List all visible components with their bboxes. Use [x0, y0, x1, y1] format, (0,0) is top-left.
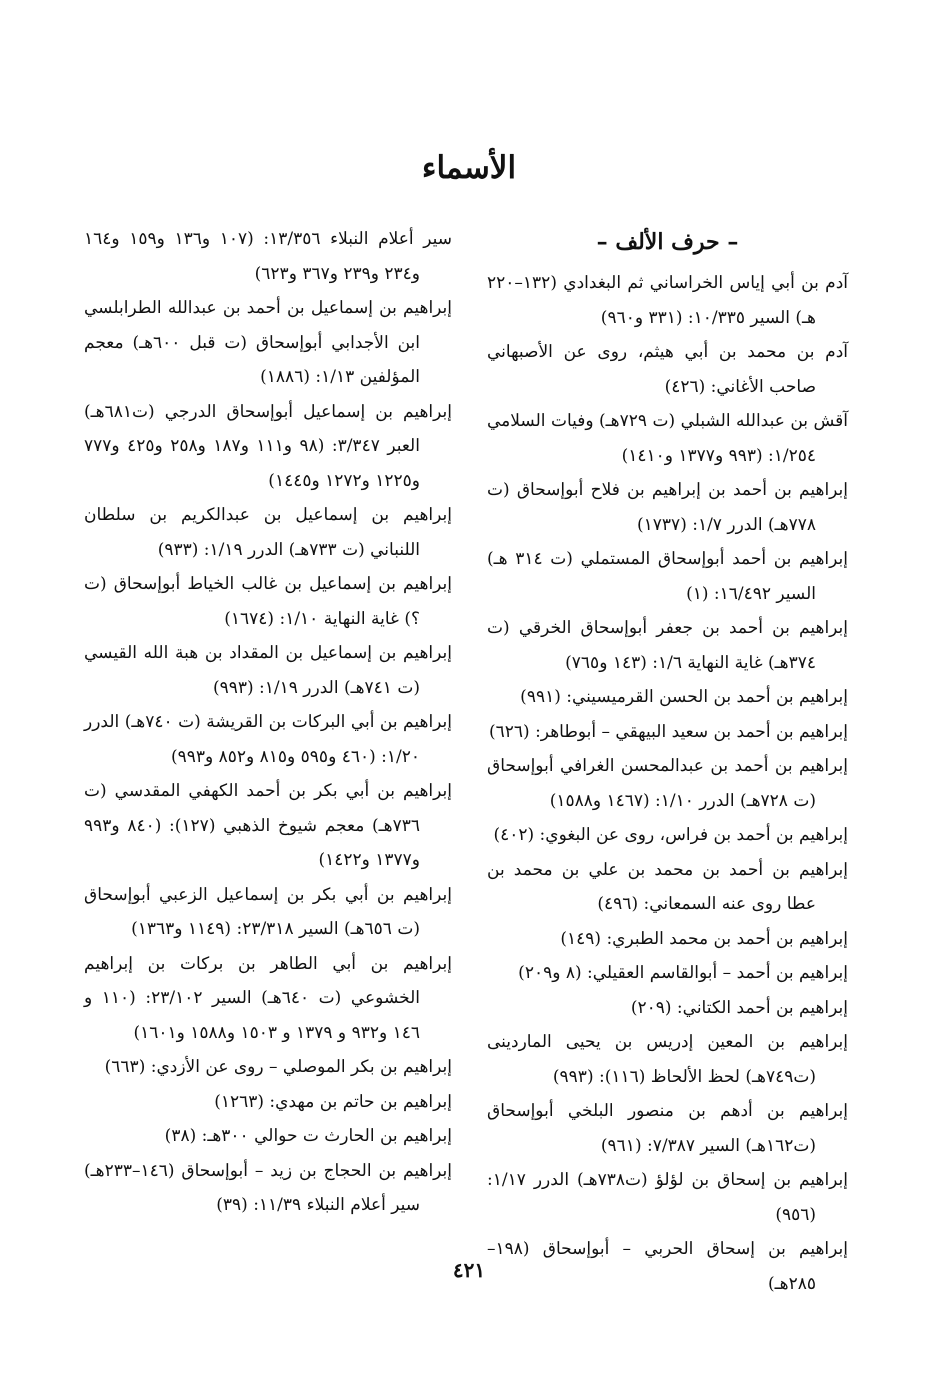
index-entry: إبراهيم بن أحمد بن محمد الطبري: (١٤٩): [560, 928, 848, 949]
index-entry: إبراهيم بن إسماعيل بن أحمد بن عبدالله الطرابلسي ابن الأجدابي أبوإسحاق (ت قبل ٦٠٠هـ) معجم المؤلفين ١/١٣: (١٨٨٦): [84, 298, 452, 387]
index-entry: إبراهيم بن أبي البركات بن القريشة (ت ٧٤٠هـ) الدرر ١/٢٠: (٤٦٠ و٥٩٥ و٨١٥ و٨٥٢ و٩٩٣): [84, 712, 452, 767]
index-column-right: [487, 222, 848, 1301]
index-entry: إبراهيم بن حاتم بن مهدي: (١٢٦٣): [214, 1091, 452, 1112]
page-number: ٤٢١: [452, 1258, 486, 1282]
page-title: الأسماء: [421, 150, 517, 186]
index-entry: إبراهيم بن أحمد أبوإسحاق المستملي (ت ٣١٤ هـ) السير ١٦/٤٩٢: (١): [487, 549, 848, 604]
index-entry: إبراهيم بن أحمد بن الحسن القرميسيني: (٩٩١): [520, 687, 848, 707]
index-entry: آدم بن أبي إياس الخراساني ثم البغدادي (١٣٢–٢٢٠ هـ) السير ١٠/٣٣٥: (٣٣١ و٩٦٠): [487, 273, 848, 328]
index-entry: إبراهيم بن إسماعيل بن غالب الخياط أبوإسحاق (ت ؟) غاية النهاية ١/١٠: (١٦٧٤): [84, 574, 452, 629]
index-entry: إبراهيم بن إسحاق بن لؤلؤ (ت٧٣٨هـ) الدرر ١/١٧: (٩٥٦): [487, 1170, 848, 1225]
index-entry: إبراهيم بن إسماعيل أبوإسحاق الدرجي (ت٦٨١هـ) العبر ٣/٣٤٧: (٩٨ و١١١ و١٨٧ و٢٥٨ و٤٢٥ و٧٧٧ و١٢٢٥ و١٢٧٢ و١٤٤٥): [84, 401, 452, 491]
index-entry: إبراهيم بن بكر الموصلي – روى عن الأزدي: (٦٦٣): [104, 1057, 452, 1077]
index-entry: إبراهيم بن أبي الطاهر بن بركات بن إبراهيم الخشوعي (ت ٦٤٠هـ) السير ٢٣/١٠٢: (١١٠ و ١٤٦ و٩٣٢ و ١٣٧٩ و ١٥٠٣ و١٥٨٨ و١٦٠١): [84, 953, 452, 1043]
index-column-left: [84, 222, 452, 1223]
index-entry: إبراهيم بن الحجاج بن زيد – أبوإسحاق (١٤٦–٢٣٣هـ) سير أعلام النبلاء ١١/٣٩: (٣٩): [84, 1160, 452, 1215]
index-entry: إبراهيم بن المعين إدريس بن يحيى الماردينى (ت٧٤٩هـ) لحظ الألحاظ (١١٦): (٩٩٣): [487, 1032, 848, 1087]
index-entry: آدم بن محمد بن أبي هيثم، روى عن الأصبهاني صاحب الأغاني: (٤٢٦): [487, 342, 848, 397]
index-entry: إبراهيم بن أحمد بن إبراهيم بن فلاح أبوإسحاق (ت ٧٧٨هـ) الدرر ١/٧: (١٧٣٧): [487, 480, 848, 535]
index-entry: إبراهيم بن أحمد بن محمد بن علي بن محمد بن عطا روى عنه السمعاني: (٤٩٦): [487, 859, 848, 914]
index-entry: إبراهيم بن إسحاق الحربي – أبوإسحاق (١٩٨–٢٨٥هـ): [487, 1239, 848, 1294]
index-entry: إبراهيم بن إسماعيل بن عبدالكريم بن سلطان اللنباني (ت ٧٣٣هـ) الدرر ١/١٩: (٩٣٣): [84, 505, 452, 560]
index-entry: إبراهيم بن أحمد بن سعيد البيهقي – أبوطاهر: (٦٢٦): [489, 721, 848, 742]
index-entry: إبراهيم بن أحمد بن عبدالمحسن الغرافي أبوإسحاق (ت ٧٢٨هـ) الدرر ١/١٠: (١٤٦٧ و١٥٨٨): [487, 756, 848, 811]
index-entry: إبراهيم بن إسماعيل بن المقداد بن هبة الله القيسي (ت ٧٤١هـ) الدرر ١/١٩: (٩٩٣): [84, 643, 452, 698]
index-entry: إبراهيم بن أبي بكر بن أحمد الكهفي المقدسي (ت ٧٣٦هـ) معجم شيوخ الذهبي (١٢٧): (٨٤٠ و٩٩٣ و١٣٧٧ و١٤٢٢): [84, 781, 452, 870]
section-heading-alif: – حرف الألف –: [596, 229, 739, 255]
index-entry: إبراهيم بن أحمد بن فراس، روى عن البغوي: (٤٠٢): [493, 825, 848, 845]
index-entry: آقش بن عبدالله الشبلي (ت ٧٢٩هـ) وفيات السلامي ١/٢٥٤: (٩٩٣ و١٣٧٧ و١٤١٠): [487, 411, 848, 466]
index-entry: إبراهيم بن أدهم بن منصور البلخي أبوإسحاق (ت١٦٢هـ) السير ٧/٣٨٧: (٩٦١): [487, 1101, 848, 1156]
index-entry: إبراهيم بن أحمد بن جعفر أبوإسحاق الخرقي (ت ٣٧٤هـ) غاية النهاية ١/٦: (١٤٣ و٧٦٥): [487, 618, 848, 673]
index-entry: إبراهيم بن الحارث ت حوالي ٣٠٠هـ: (٣٨): [164, 1126, 452, 1146]
index-entry: إبراهيم بن أحمد الكتاني: (٢٠٩): [630, 997, 848, 1018]
index-entry: إبراهيم بن أبي بكر بن إسماعيل الزعبي أبوإسحاق (ت ٦٥٦هـ) السير ٢٣/٣١٨: (١١٤٩ و١٣٦٣): [84, 884, 452, 939]
index-entry: سير أعلام النبلاء ١٣/٣٥٦: (١٠٧ و١٣٦ و١٥٩ و١٦٤ و٢٣٤ و٢٣٩ و٣٦٧ و٦٢٣): [84, 229, 452, 284]
index-entry: إبراهيم بن أحمد – أبوالقاسم العقيلي: (٨ و٢٠٩): [518, 963, 848, 983]
